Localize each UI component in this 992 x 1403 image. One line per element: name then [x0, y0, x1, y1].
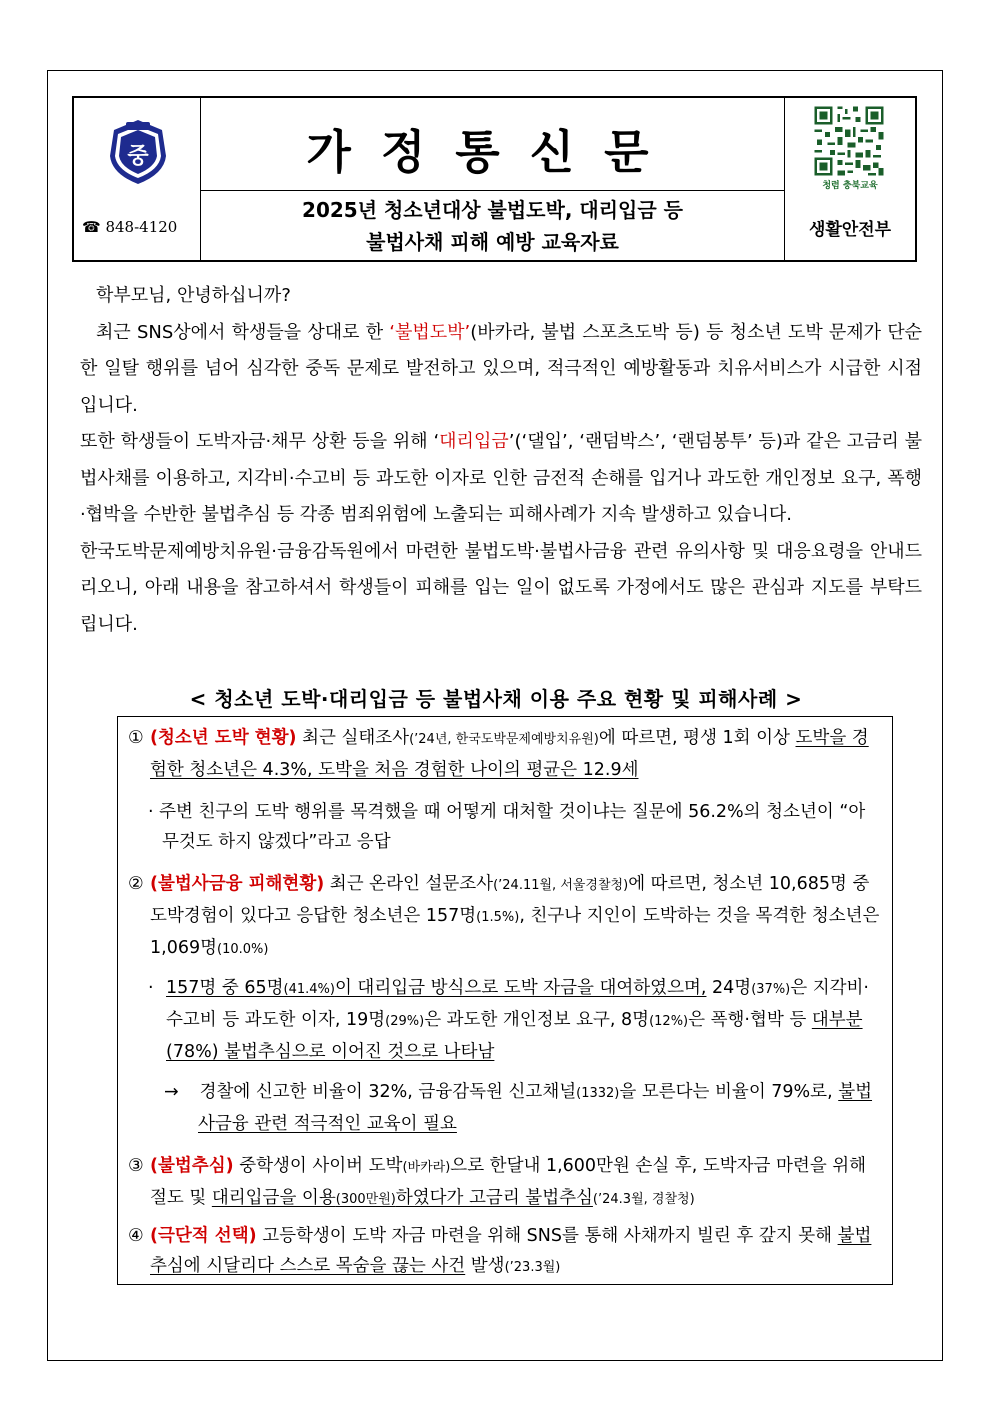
phone-number: ☎ 848-4120 — [82, 218, 178, 236]
item-3-number: ③ — [128, 1156, 144, 1176]
sub2-text-b: 을 모른다는 비율이 79%로, — [619, 1082, 839, 1102]
case-item-2-sub-1 — [148, 973, 882, 1067]
item-4-text-b: 발생 — [465, 1256, 505, 1276]
case-item-3 — [128, 1151, 882, 1215]
page-title: 가정통신문 — [306, 125, 679, 179]
item-3-amount: (300만원) — [335, 1192, 396, 1207]
sub1-text-c: 은 지각비·수고비 등 과도한 이자, 19명 — [166, 978, 869, 1030]
p1-text-a: 최근 SNS상에서 학생들을 상대로 한 — [96, 321, 390, 343]
item-4-text-a: 고등학생이 도박 자금 마련을 위해 SNS를 통해 사채까지 빌린 후 갚지 못해 — [256, 1226, 838, 1246]
item-3-underline-b: 하였다가 고금리 불법추심 — [395, 1188, 593, 1208]
sub1-underline-2: 이 대리입금 방식으로 도박 자금을 대여하였으며, — [334, 978, 707, 998]
paragraph-3: 한국도박문제예방치유원·금융감독원에서 마련한 불법도박·불법사금융 관련 유의사항 및 대응요령을 안내드리오니, 아래 내용을 참고하셔서 학생들이 피해를 입는 일이 없도록 가정에서도 많은 관심과 지도를 부탁드립니다. — [80, 540, 922, 635]
qr-caption: 청렴 충북교육 — [822, 181, 878, 191]
letter-header — [72, 96, 917, 262]
case-item-1-sub: · 주변 친구의 도박 행위를 목격했을 때 어떻게 대처할 것이냐는 질문에 56.2%의 청소년이 “아무것도 하지 않겠다”라고 응답 — [148, 802, 866, 852]
letter-body — [80, 278, 922, 643]
cases-box — [117, 716, 893, 1285]
title-cell — [201, 98, 784, 191]
p1-text-b: (바카라, 불법 스포츠도박 등) 등 청소년 도박 문제가 단순한 일탈 행위를 넘어 심각한 중독 문제로 발전하고 있으며, 적극적인 예방활동과 치유서비스가 시급한 시점입니다. — [80, 321, 923, 416]
sub1-underline-1: 157명 중 65명 — [166, 978, 284, 998]
case-item-2 — [128, 869, 882, 965]
item-1-source: (’24년, 한국도박문제예방치유원) — [409, 732, 599, 747]
paragraph-1 — [80, 315, 922, 425]
department-name: 생활안전부 — [808, 220, 892, 240]
sub1-pct-2: (37%) — [751, 982, 791, 997]
sub1-text-d: 은 과도한 개인정보 요구, 8명 — [424, 1010, 650, 1030]
p2-text-b: ’(‘댈입’, ‘랜덤박스’, ‘랜덤봉투’ 등)과 같은 고금리 불법사채를 이용하고, 지각비·수고비 등 과도한 이자로 인한 금전적 손해를 입거나 과도한 개인정보 요구, 폭행·협박을 수반한 불법추심 등 각종 범죄위험에 노출되는 피해사례가 지속 발생하고 있습니다. — [80, 431, 922, 525]
item-2-label: (불법사금융 피해현황) — [150, 874, 325, 894]
item-2-text-b: 에 따르면, 청소년 10,685명 중 도박경험이 있다고 응답한 청소년은 157명 — [150, 874, 870, 926]
bullet-dot: · — [148, 978, 154, 998]
case-item-1 — [128, 723, 882, 785]
sub1-pct-1: (41.4%) — [283, 982, 335, 997]
item-2-text-c: , 친구나 지인이 도박하는 것을 목격한 청소년은 1,069명 — [150, 906, 880, 958]
item-2-source: (’24.11월, 서울경찰청) — [493, 878, 629, 893]
item-3-text-b: 으로 한달내 1,600만원 손실 후, 도박자금 마련을 위해 절도 및 — [150, 1156, 867, 1208]
subtitle-cell — [201, 191, 784, 260]
sub1-pct-3: (29%) — [385, 1014, 425, 1029]
school-emblem-icon — [104, 116, 172, 188]
case-item-2-sub-2 — [164, 1077, 882, 1139]
item-1-label: (청소년 도박 현황) — [150, 728, 297, 748]
greeting: 학부모님, 안녕하십니까? — [96, 285, 291, 306]
item-4-date: (’23.3월) — [504, 1260, 561, 1275]
item-1-text-b: 에 따르면, 평생 1회 이상 — [598, 728, 796, 748]
item-1-text-a: 최근 실태조사 — [296, 728, 410, 748]
item-3-source: (’24.3월, 경찰청) — [592, 1192, 695, 1207]
header-left-cell — [74, 98, 201, 260]
p2-highlight: 대리입금 — [439, 431, 509, 452]
item-2-pct-c: (10.0%) — [217, 942, 269, 957]
item-4-label: (극단적 선택) — [150, 1226, 257, 1246]
qr-code-icon[interactable] — [811, 104, 887, 178]
item-2-text-a: 최근 온라인 설문조사 — [324, 874, 494, 894]
paragraph-2 — [80, 424, 922, 534]
p2-text-a: 또한 학생들이 도박자금·채무 상환 등을 위해 ‘ — [80, 431, 440, 452]
sub2-channel: (1332) — [576, 1086, 620, 1101]
item-1-underline: 도박을 경험한 청소년은 4.3%, 도박을 처음 경험한 나이의 평균은 12.9세 — [150, 728, 869, 780]
sub2-underline: 불법사금융 관련 적극적인 교육이 필요 — [198, 1082, 873, 1134]
section-title: < 청소년 도박·대리입금 등 불법사채 이용 주요 현황 및 피해사례 > — [189, 687, 803, 711]
page-subtitle — [201, 194, 784, 258]
case-item-4 — [128, 1221, 882, 1283]
item-4-underline: 불법추심에 시달리다 스스로 목숨을 끊는 사건 — [150, 1226, 872, 1276]
item-3-label: (불법추심) — [150, 1156, 234, 1176]
sub2-text-a: 경찰에 신고한 비율이 32%, 금융감독원 신고채널 — [194, 1082, 577, 1102]
subtitle-line-1: 2025년 청소년대상 불법도박, 대리입금 등 — [302, 198, 683, 222]
item-3-text-a: 중학생이 사이버 도박 — [233, 1156, 403, 1176]
emblem-text: 중 — [127, 144, 149, 169]
arrow-icon: → — [164, 1082, 179, 1102]
subtitle-line-2: 불법사채 피해 예방 교육자료 — [366, 230, 619, 254]
sub1-text-e: 은 폭행·협박 등 — [688, 1010, 812, 1030]
p1-highlight: ‘불법도박’ — [389, 321, 471, 343]
item-3-underline-a: 대리입금을 이용 — [211, 1188, 336, 1208]
item-2-number: ② — [128, 874, 144, 894]
sub1-underline-3: 대부분(78%) 불법추심으로 이어진 것으로 나타남 — [166, 1010, 863, 1062]
header-right-cell — [784, 98, 915, 260]
sub1-pct-4: (12%) — [649, 1014, 689, 1029]
item-1-number: ① — [128, 728, 144, 748]
item-4-number: ④ — [128, 1226, 144, 1246]
sub1-text-b: 24명 — [706, 978, 752, 998]
item-2-pct-b: (1.5%) — [476, 910, 520, 925]
item-3-small-a: (바카라) — [402, 1160, 451, 1175]
